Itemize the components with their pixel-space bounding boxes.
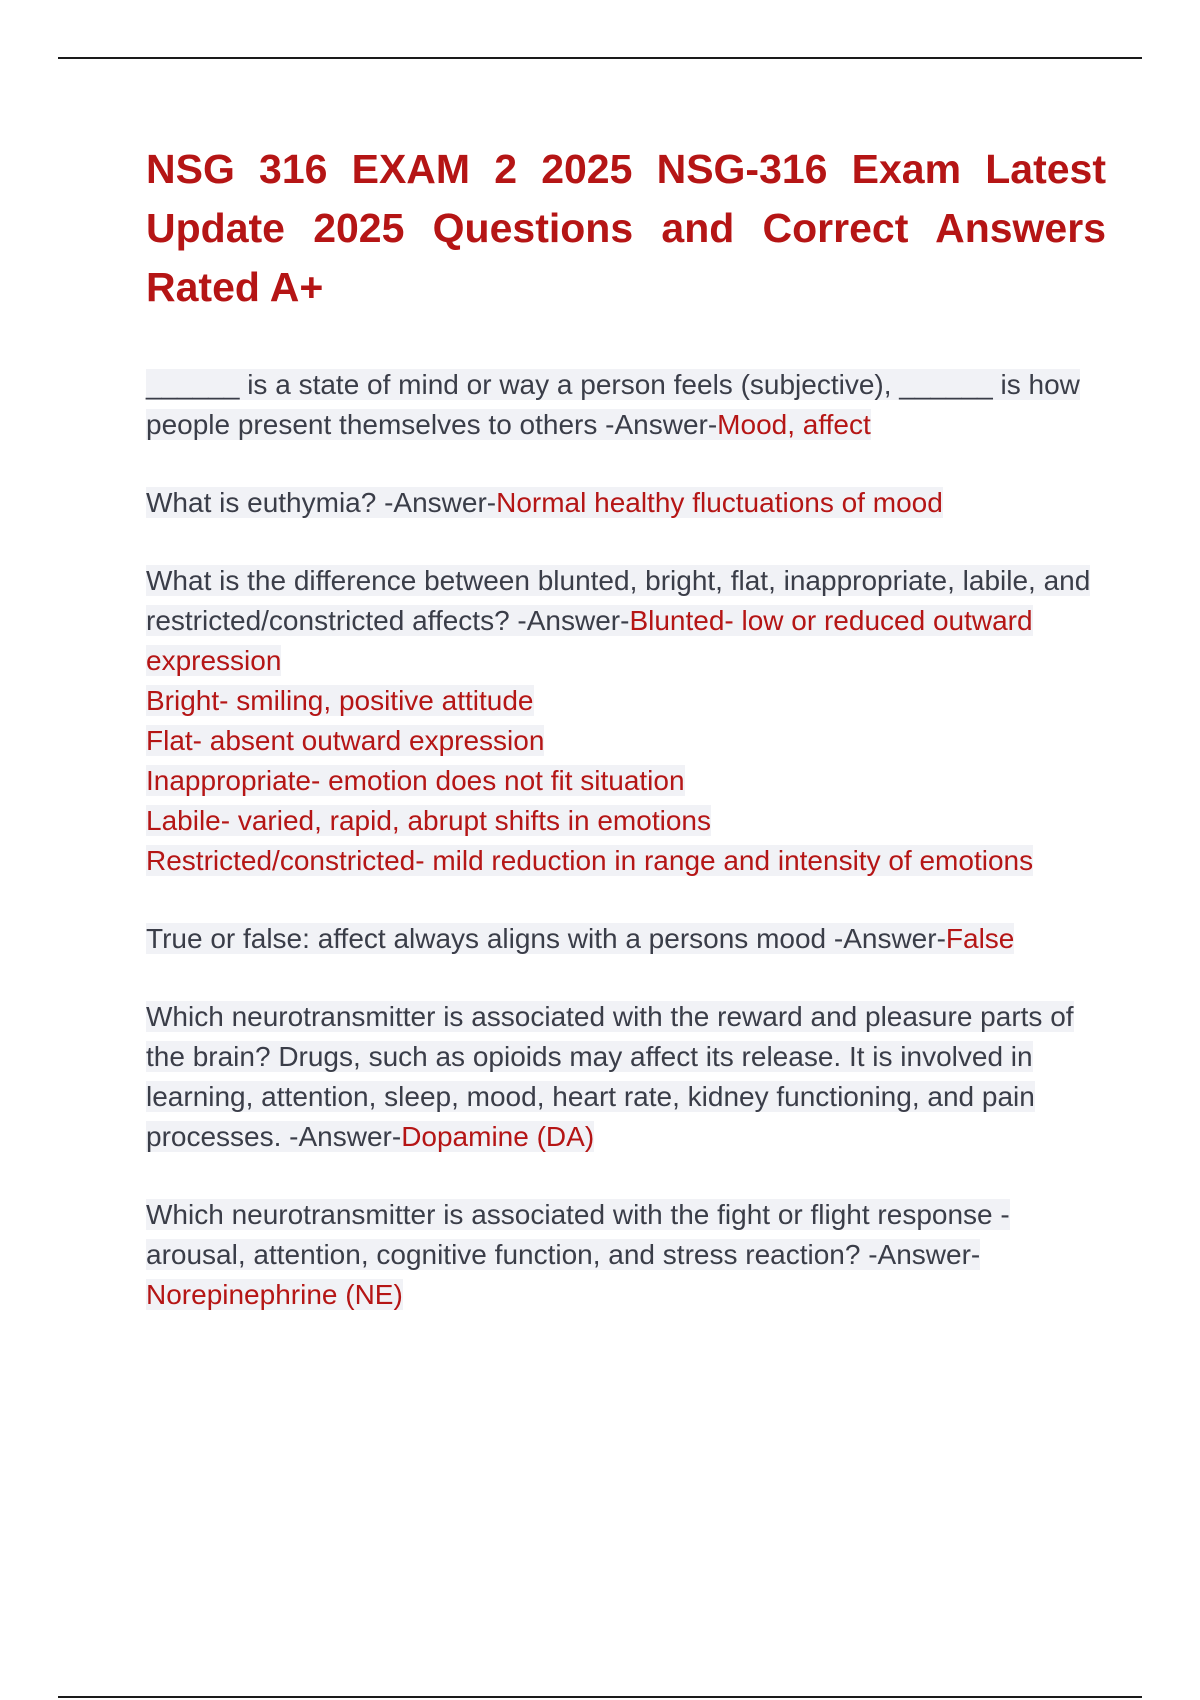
question-text: ______ is a state of mind or way a person feels (subjective), ______ is how people present themselves to others -Answer- (146, 369, 1080, 440)
question-text: Which neurotransmitter is associated with the reward and pleasure parts of the brain? Drugs, such as opioids may affect its release. It is involved in learning, attention, sleep, mood, heart rate, kidney functioning, and pain processes. -Answer- (146, 1001, 1074, 1152)
answer-line: Labile- varied, rapid, abrupt shifts in emotions (146, 805, 711, 836)
answer-text: Normal healthy fluctuations of mood (496, 487, 943, 518)
bottom-divider (58, 1696, 1142, 1698)
qa-item (146, 919, 1106, 959)
answer-text: Mood, affect (717, 409, 871, 440)
top-divider (58, 57, 1142, 59)
answer-text: Blunted- low or reduced outward expression (146, 605, 1033, 676)
answer-text: Dopamine (DA) (401, 1121, 595, 1152)
document-title: NSG 316 EXAM 2 2025 NSG-316 Exam Latest Update 2025 Questions and Correct Answers Rated A+ (146, 146, 1106, 310)
qa-highlight (146, 487, 943, 518)
document-body (146, 140, 1106, 1353)
qa-highlight (146, 565, 1090, 876)
answer-text: Norepinephrine (NE) (146, 1279, 403, 1310)
question-text: Which neurotransmitter is associated with the fight or flight response - arousal, attention, cognitive function, and stress reaction? -Answer- (146, 1199, 1010, 1270)
qa-highlight (146, 1001, 1074, 1152)
answer-line: Flat- absent outward expression (146, 725, 545, 756)
qa-item (146, 483, 1106, 523)
answer-line: Bright- smiling, positive attitude (146, 685, 534, 716)
qa-item (146, 561, 1106, 881)
qa-highlight (146, 923, 1014, 954)
qa-item (146, 1195, 1106, 1315)
answer-line: Inappropriate- emotion does not fit situation (146, 765, 685, 796)
qa-highlight (146, 369, 1080, 440)
answer-line: Restricted/constricted- mild reduction in range and intensity of emotions (146, 845, 1034, 876)
question-text: What is the difference between blunted, bright, flat, inappropriate, labile, and restricted/constricted affects? -Answer- (146, 565, 1091, 636)
question-text: What is euthymia? -Answer- (146, 487, 497, 518)
answer-text: False (945, 923, 1015, 954)
qa-item (146, 997, 1106, 1157)
question-text: True or false: affect always aligns with a persons mood -Answer- (146, 923, 946, 954)
qa-highlight (146, 1199, 1010, 1310)
qa-item (146, 365, 1106, 445)
